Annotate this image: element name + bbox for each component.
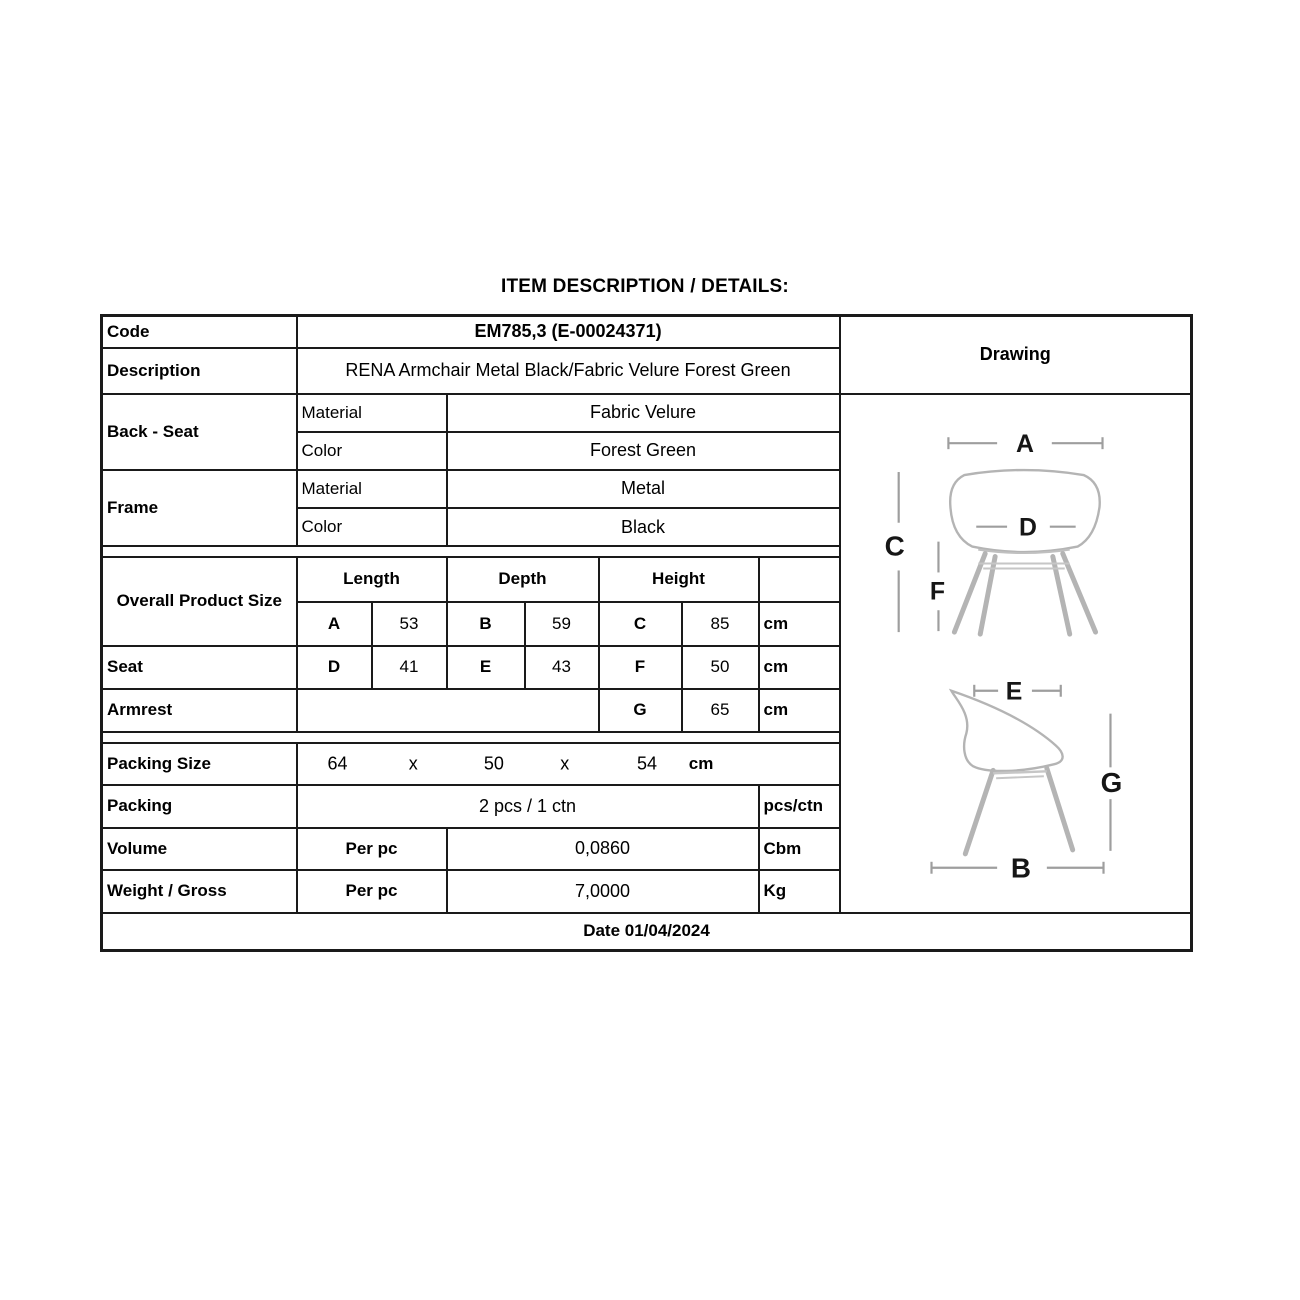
volume-unit: Cbm — [759, 828, 840, 870]
weight-unit: Kg — [759, 870, 840, 913]
seat-length-value: 41 — [372, 646, 447, 689]
frame-label: Frame — [102, 470, 297, 547]
packing-size-values — [297, 743, 840, 785]
side-dimension-labels — [1005, 678, 1122, 883]
armrest-unit: cm — [759, 689, 840, 732]
dim-label-e: E — [1005, 678, 1022, 706]
overall-length-value: 53 — [372, 602, 447, 646]
volume-basis: Per pc — [297, 828, 447, 870]
packing-size-v1: 64 — [327, 753, 348, 773]
side-dimension-lines — [931, 684, 1110, 873]
frame-color-label: Color — [297, 508, 447, 546]
overall-size-label: Overall Product Size — [102, 557, 297, 646]
seat-label: Seat — [102, 646, 297, 689]
back-seat-material-value: Fabric Velure — [447, 394, 840, 432]
length-header: Length — [297, 557, 447, 602]
frame-color-value: Black — [447, 508, 840, 546]
page-title: ITEM DESCRIPTION / DETAILS: — [501, 276, 789, 297]
back-seat-label: Back - Seat — [102, 394, 297, 470]
row-date — [102, 913, 1192, 951]
chair-drawing — [845, 395, 1192, 907]
overall-length-key: A — [297, 602, 372, 646]
unit-header-empty — [759, 557, 840, 602]
packing-label: Packing — [102, 785, 297, 828]
back-seat-color-value: Forest Green — [447, 432, 840, 470]
dim-label-d: D — [1018, 514, 1037, 542]
armrest-height-value: 65 — [682, 689, 759, 732]
code-label: Code — [102, 316, 297, 348]
front-view-chair-sketch — [950, 470, 1100, 634]
packing-size-label: Packing Size — [102, 743, 297, 785]
dim-label-b: B — [1010, 852, 1031, 884]
code-value: EM785,3 (E-00024371) — [297, 316, 840, 348]
dim-label-c: C — [884, 530, 905, 562]
packing-unit: pcs/ctn — [759, 785, 840, 828]
armrest-label: Armrest — [102, 689, 297, 732]
volume-label: Volume — [102, 828, 297, 870]
packing-value: 2 pcs / 1 ctn — [297, 785, 759, 828]
weight-value: 7,0000 — [447, 870, 759, 913]
dim-label-a: A — [1015, 430, 1034, 458]
depth-header: Depth — [447, 557, 599, 602]
packing-size-v3: 54 — [636, 753, 658, 773]
row-code — [102, 316, 1192, 348]
seat-depth-key: E — [447, 646, 525, 689]
armrest-empty — [297, 689, 599, 732]
date-value: Date 01/04/2024 — [102, 913, 1192, 951]
description-label: Description — [102, 348, 297, 394]
item-spec-table — [100, 314, 1193, 952]
seat-unit: cm — [759, 646, 840, 689]
height-header: Height — [599, 557, 759, 602]
row-backseat-material — [102, 394, 1192, 432]
packing-size-unit: cm — [688, 753, 714, 773]
back-seat-material-label: Material — [297, 394, 447, 432]
frame-material-value: Metal — [447, 470, 840, 509]
drawing-cell — [840, 394, 1192, 913]
packing-size-sep1: x — [408, 753, 418, 773]
dim-label-g: G — [1100, 766, 1122, 798]
side-view-chair-sketch — [951, 690, 1072, 853]
weight-basis: Per pc — [297, 870, 447, 913]
dim-label-f: F — [929, 577, 945, 605]
volume-value: 0,0860 — [447, 828, 759, 870]
armrest-height-key: G — [599, 689, 682, 732]
front-dimension-labels — [884, 431, 1036, 605]
seat-height-value: 50 — [682, 646, 759, 689]
back-seat-color-label: Color — [297, 432, 447, 470]
overall-depth-key: B — [447, 602, 525, 646]
packing-size-sep2: x — [560, 753, 570, 773]
overall-height-key: C — [599, 602, 682, 646]
seat-depth-value: 43 — [525, 646, 599, 689]
description-value: RENA Armchair Metal Black/Fabric Velure Forest Green — [297, 348, 840, 394]
packing-size-v2: 50 — [483, 753, 504, 773]
weight-label: Weight / Gross — [102, 870, 297, 913]
frame-material-label: Material — [297, 470, 447, 509]
seat-length-key: D — [297, 646, 372, 689]
overall-depth-value: 59 — [525, 602, 599, 646]
seat-height-key: F — [599, 646, 682, 689]
overall-unit: cm — [759, 602, 840, 646]
overall-height-value: 85 — [682, 602, 759, 646]
drawing-header: Drawing — [840, 316, 1192, 394]
